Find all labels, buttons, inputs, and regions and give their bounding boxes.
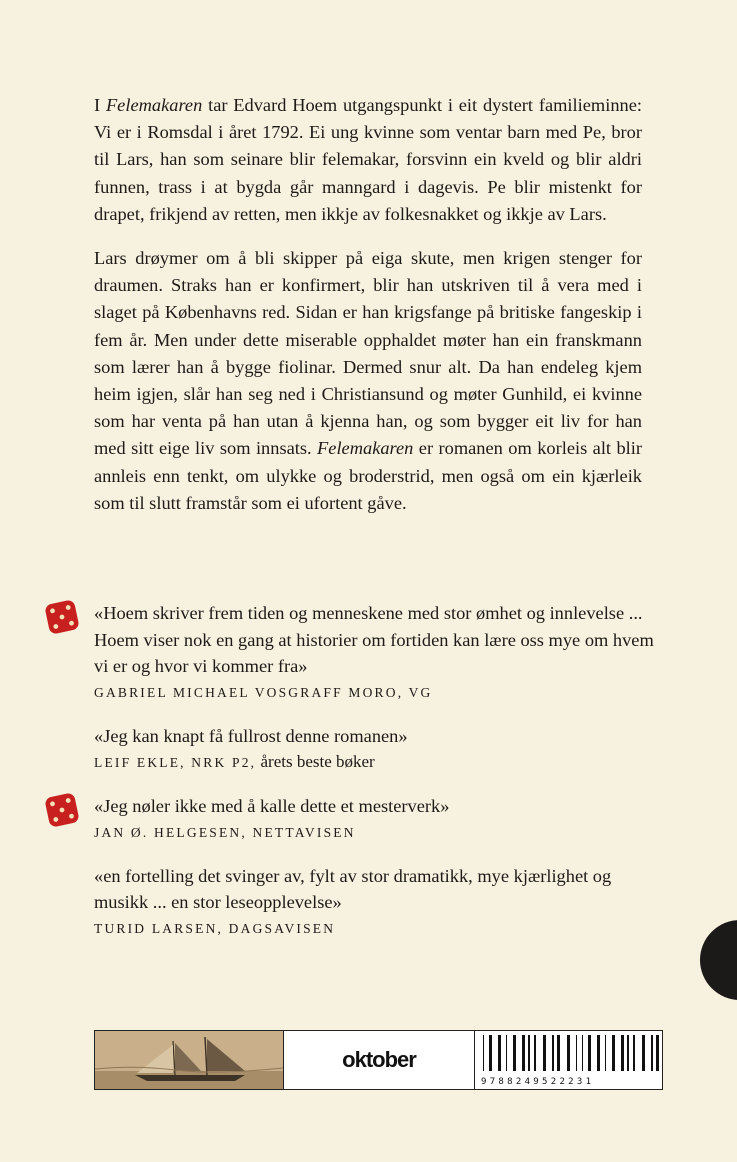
review-source-name: GABRIEL MICHAEL VOSGRAFF MORO, VG	[94, 684, 433, 700]
barcode-bar	[612, 1035, 615, 1071]
ship-illustration	[95, 1031, 283, 1089]
book-title: Felemakaren	[317, 438, 414, 459]
barcode-bar	[588, 1035, 591, 1071]
review-source-name: JAN Ø. HELGESEN, NETTAVISEN	[94, 824, 356, 840]
barcode-bar	[543, 1035, 546, 1071]
barcode-bar	[513, 1035, 516, 1071]
review-quote: «Jeg kan knapt få fullrost denne romanen»	[94, 725, 408, 746]
review-source-note: årets beste bøker	[256, 752, 375, 771]
review-source	[94, 683, 654, 703]
barcode-bar	[597, 1035, 600, 1071]
barcode-bar	[489, 1035, 492, 1071]
barcode-bar	[498, 1035, 501, 1071]
barcode-bar	[656, 1035, 659, 1071]
barcode-bar	[651, 1035, 653, 1071]
barcode-bar	[582, 1035, 583, 1071]
barcode-bar	[605, 1035, 606, 1071]
barcode-bar	[483, 1035, 484, 1071]
barcode-bar	[621, 1035, 624, 1071]
blurb-paragraph-1	[94, 92, 642, 228]
dice-five-icon	[44, 599, 80, 635]
barcode-bar	[576, 1035, 577, 1071]
barcode-bar	[534, 1035, 536, 1071]
review-source	[94, 823, 654, 843]
review-source	[94, 919, 654, 939]
review-quote: «Hoem skriver frem tiden og menneskene med stor ømhet og innlevelse ... Hoem viser nok en gang at historier om fortiden kan lære oss mye om hvem vi er og hvor vi kommer fra»	[94, 603, 654, 676]
publisher-logo-box	[284, 1031, 475, 1089]
review-1	[94, 600, 654, 703]
review-4	[94, 863, 654, 939]
review-quote: «en fortelling det svinger av, fylt av stor dramatikk, mye kjærlighet og musikk ... en stor leseopplevelse»	[94, 865, 612, 912]
barcode-bar	[567, 1035, 570, 1071]
barcode-bar	[627, 1035, 629, 1071]
barcode-bar	[642, 1035, 645, 1071]
back-cover-footer	[94, 1030, 663, 1090]
review-source-name: TURID LARSEN, DAGSAVISEN	[94, 920, 336, 936]
barcode-bar	[528, 1035, 530, 1071]
blurb-paragraph-2	[94, 245, 642, 517]
black-circle-tab	[700, 920, 737, 1000]
review-quote: «Jeg nøler ikke med å kalle dette et mesterverk»	[94, 796, 450, 816]
review-source-name: LEIF EKLE, NRK P2,	[94, 755, 257, 770]
barcode-bar	[557, 1035, 560, 1071]
review-3	[94, 793, 654, 843]
review-quotes	[94, 600, 654, 959]
barcode-bar	[506, 1035, 507, 1071]
blurb-text: tar Edvard Hoem utgangspunkt i eit dystert familieminne: Vi er i Romsdal i året 1792. Ei ung kvinne som ventar barn med Pe, bror til Lars, han som seinare blir felemakar, forsvinn ein kveld og blir aldri funnen, trass i at bygda går manngard i dagevis. Pe blir mistenkt for drapet, frikjend av retten, men ikkje av folkesnakket og ikkje av Lars.	[94, 95, 642, 224]
barcode-bar	[552, 1035, 554, 1071]
dice-five-icon	[44, 792, 80, 828]
barcode-bar	[633, 1035, 635, 1071]
blurb-text: I	[94, 95, 106, 115]
isbn-barcode	[475, 1031, 662, 1089]
review-source	[94, 752, 654, 773]
barcode-bar	[522, 1035, 525, 1071]
sailing-ship-photo	[95, 1031, 284, 1089]
back-cover-blurb	[94, 92, 642, 534]
publisher-logo: oktober	[342, 1047, 416, 1072]
blurb-text: er romanen om korleis alt blir annleis enn tenkt, om ulykke og broderstrid, men også om ein kjærleik som til slutt framstår som ei ufortent gåve.	[94, 438, 642, 513]
book-title: Felemakaren	[105, 95, 203, 115]
review-2	[94, 723, 654, 774]
isbn-number: 9788249522231	[481, 1077, 595, 1087]
barcode-icon	[483, 1035, 663, 1079]
blurb-text: Lars drøymer om å bli skipper på eiga skute, men krigen stenger for draumen. Straks han er konfirmert, blir han utskriven til å vera med i slaget på Københavns red. Sidan er han krigsfange på britiske fangeskip i fem år. Men under dette miserable opphaldet møter han ein franskmann som lærer han å bygge fiolinar. Dermed snur alt. Da han endeleg kjem heim igjen, slår han seg ned i Christiansund og møter Gunhild, ei kvinne som har venta på han utan å kjenna han, og som bygger eit liv for han med sitt eige liv som innsats.	[94, 248, 642, 459]
